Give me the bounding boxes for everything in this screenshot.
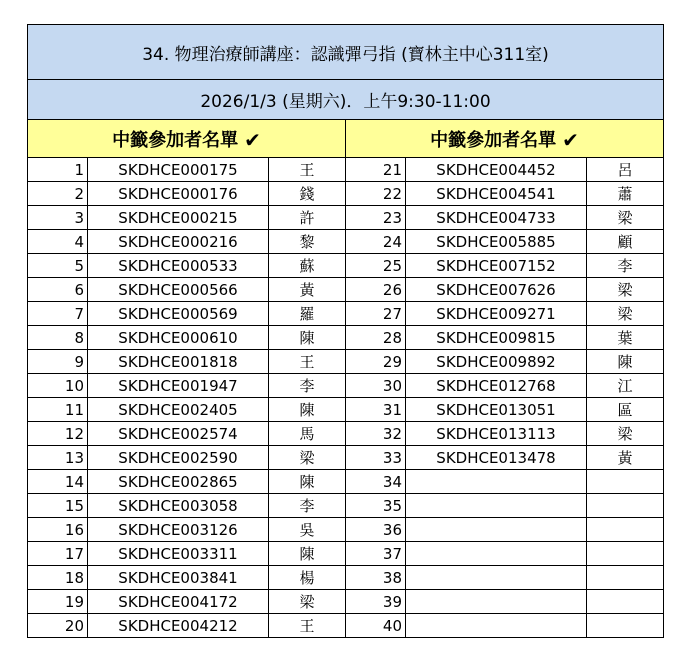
left-surname-cell: 黎 [269,230,346,254]
left-header-label: 中籤參加者名單 [112,129,239,151]
right-surname-cell: 蕭 [587,182,664,206]
left-participant-code-cell: SKDHCE004212 [88,614,269,638]
right-surname-cell [587,542,664,566]
left-surname-cell: 陳 [269,326,346,350]
right-participant-code-cell: SKDHCE007152 [406,254,587,278]
left-row-number-cell: 20 [28,614,88,638]
right-participant-code-cell [406,566,587,590]
right-surname-cell: 江 [587,374,664,398]
left-surname-cell: 楊 [269,566,346,590]
table-row [28,254,664,278]
right-row-number-cell: 25 [346,254,406,278]
right-participant-code-cell: SKDHCE004541 [406,182,587,206]
date-row [28,80,664,120]
left-surname-cell: 王 [269,614,346,638]
left-row-number-cell: 17 [28,542,88,566]
left-participant-code-cell: SKDHCE000215 [88,206,269,230]
table-row [28,542,664,566]
table-row [28,470,664,494]
right-row-number-cell: 28 [346,326,406,350]
left-participant-code-cell: SKDHCE001947 [88,374,269,398]
left-surname-cell: 李 [269,494,346,518]
left-participant-code-cell: SKDHCE002405 [88,398,269,422]
right-surname-cell: 李 [587,254,664,278]
left-surname-cell: 陳 [269,542,346,566]
left-row-number-cell: 3 [28,206,88,230]
left-surname-cell: 吳 [269,518,346,542]
left-surname-cell: 陳 [269,470,346,494]
left-surname-cell: 梁 [269,446,346,470]
table-row [28,326,664,350]
right-row-number-cell: 21 [346,158,406,182]
left-participant-code-cell: SKDHCE000175 [88,158,269,182]
right-participant-code-cell: SKDHCE009271 [406,302,587,326]
left-participant-code-cell: SKDHCE002574 [88,422,269,446]
right-participant-code-cell [406,494,587,518]
left-row-number-cell: 5 [28,254,88,278]
left-participant-code-cell: SKDHCE000566 [88,278,269,302]
event-date-time: 2026/1/3 (星期六)．上午9:30-11:00 [28,80,664,120]
right-surname-cell: 梁 [587,278,664,302]
right-participant-code-cell: SKDHCE013051 [406,398,587,422]
right-surname-cell: 葉 [587,326,664,350]
right-participant-code-cell: SKDHCE012768 [406,374,587,398]
participant-list-table [27,24,664,638]
table-row [28,518,664,542]
left-surname-cell: 羅 [269,302,346,326]
left-surname-cell: 馬 [269,422,346,446]
left-row-number-cell: 2 [28,182,88,206]
table-row [28,422,664,446]
right-row-number-cell: 24 [346,230,406,254]
right-row-number-cell: 30 [346,374,406,398]
right-row-number-cell: 29 [346,350,406,374]
right-row-number-cell: 34 [346,470,406,494]
left-row-number-cell: 1 [28,158,88,182]
left-row-number-cell: 11 [28,398,88,422]
right-participant-code-cell: SKDHCE005885 [406,230,587,254]
right-row-number-cell: 26 [346,278,406,302]
left-row-number-cell: 13 [28,446,88,470]
table-row [28,158,664,182]
right-surname-cell [587,494,664,518]
left-participant-code-cell: SKDHCE002865 [88,470,269,494]
right-participant-code-cell: SKDHCE009892 [406,350,587,374]
left-participant-code-cell: SKDHCE001818 [88,350,269,374]
left-row-number-cell: 19 [28,590,88,614]
left-participant-code-cell: SKDHCE002590 [88,446,269,470]
left-surname-cell: 黃 [269,278,346,302]
left-row-number-cell: 18 [28,566,88,590]
right-participant-code-cell: SKDHCE007626 [406,278,587,302]
right-row-number-cell: 40 [346,614,406,638]
left-surname-cell: 李 [269,374,346,398]
left-participant-code-cell: SKDHCE003311 [88,542,269,566]
right-surname-cell [587,566,664,590]
left-row-number-cell: 16 [28,518,88,542]
right-participant-code-cell: SKDHCE009815 [406,326,587,350]
left-surname-cell: 蘇 [269,254,346,278]
table-row [28,566,664,590]
right-participant-code-cell: SKDHCE004733 [406,206,587,230]
right-participant-code-cell [406,542,587,566]
right-row-number-cell: 37 [346,542,406,566]
right-participant-code-cell: SKDHCE013478 [406,446,587,470]
right-surname-cell: 梁 [587,302,664,326]
right-surname-cell: 黃 [587,446,664,470]
header-row [28,120,664,158]
left-surname-cell: 錢 [269,182,346,206]
right-row-number-cell: 39 [346,590,406,614]
table-row [28,446,664,470]
right-participant-code-cell [406,590,587,614]
left-participant-code-cell: SKDHCE003058 [88,494,269,518]
table-row [28,398,664,422]
left-participant-code-cell: SKDHCE000216 [88,230,269,254]
table-row [28,206,664,230]
left-surname-cell: 王 [269,158,346,182]
left-participant-code-cell: SKDHCE000610 [88,326,269,350]
right-surname-cell [587,518,664,542]
table-row [28,590,664,614]
left-participant-code-cell: SKDHCE000569 [88,302,269,326]
right-header-label: 中籤參加者名單 [430,129,557,151]
left-row-number-cell: 7 [28,302,88,326]
title-row [28,25,664,80]
left-surname-cell: 許 [269,206,346,230]
table-row [28,374,664,398]
left-participant-code-cell: SKDHCE003841 [88,566,269,590]
table-row [28,278,664,302]
right-row-number-cell: 23 [346,206,406,230]
left-row-number-cell: 14 [28,470,88,494]
right-row-number-cell: 33 [346,446,406,470]
checkmark-icon: ✔ [244,127,261,152]
right-list-header [346,120,664,158]
table-row [28,350,664,374]
right-surname-cell: 區 [587,398,664,422]
right-row-number-cell: 22 [346,182,406,206]
right-participant-code-cell [406,470,587,494]
right-surname-cell: 梁 [587,206,664,230]
event-title: 34. 物理治療師講座：認識彈弓指 (寶林主中心311室) [28,25,664,80]
right-participant-code-cell: SKDHCE004452 [406,158,587,182]
right-row-number-cell: 35 [346,494,406,518]
table-row [28,614,664,638]
left-surname-cell: 王 [269,350,346,374]
left-row-number-cell: 15 [28,494,88,518]
checkmark-icon: ✔ [562,127,579,152]
right-surname-cell [587,590,664,614]
right-surname-cell [587,614,664,638]
left-participant-code-cell: SKDHCE003126 [88,518,269,542]
left-participant-code-cell: SKDHCE004172 [88,590,269,614]
right-surname-cell: 顧 [587,230,664,254]
left-list-header [28,120,346,158]
left-participant-code-cell: SKDHCE000176 [88,182,269,206]
right-surname-cell: 陳 [587,350,664,374]
left-row-number-cell: 10 [28,374,88,398]
table-row [28,302,664,326]
right-row-number-cell: 27 [346,302,406,326]
left-row-number-cell: 8 [28,326,88,350]
left-row-number-cell: 4 [28,230,88,254]
right-surname-cell: 梁 [587,422,664,446]
right-surname-cell: 呂 [587,158,664,182]
left-row-number-cell: 6 [28,278,88,302]
right-row-number-cell: 36 [346,518,406,542]
left-row-number-cell: 9 [28,350,88,374]
right-participant-code-cell: SKDHCE013113 [406,422,587,446]
table-row [28,230,664,254]
table-row [28,494,664,518]
table-row [28,182,664,206]
left-surname-cell: 梁 [269,590,346,614]
right-row-number-cell: 31 [346,398,406,422]
right-row-number-cell: 38 [346,566,406,590]
right-surname-cell [587,470,664,494]
right-participant-code-cell [406,614,587,638]
right-row-number-cell: 32 [346,422,406,446]
left-participant-code-cell: SKDHCE000533 [88,254,269,278]
left-row-number-cell: 12 [28,422,88,446]
left-surname-cell: 陳 [269,398,346,422]
right-participant-code-cell [406,518,587,542]
